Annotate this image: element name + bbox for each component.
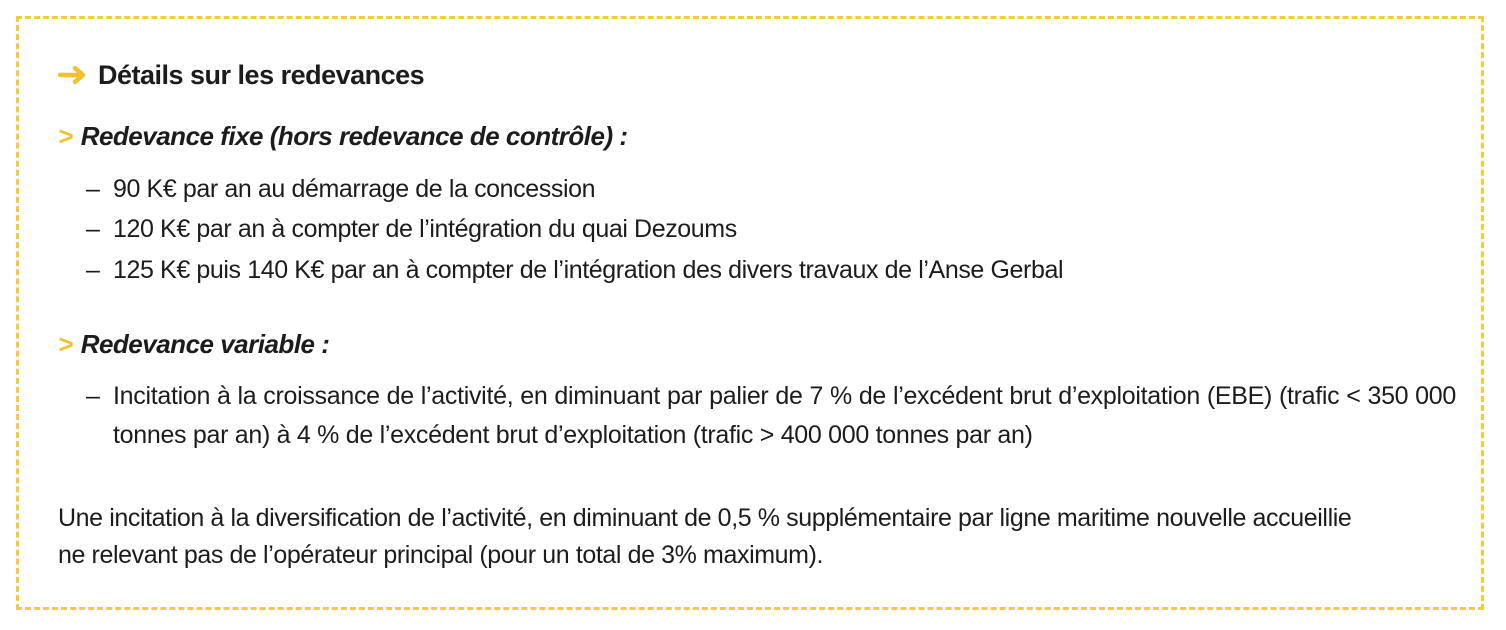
dash-marker: – [86,215,100,243]
variable-heading [58,329,329,360]
list-item-text: 120 K€ par an à compter de l’intégration du quai Dezoums [113,215,737,243]
chevron-marker: > [58,329,73,359]
page-title: Détails sur les redevances [98,59,425,90]
list-item-text: Incitation à la croissance de l’activité, en diminuant par palier de 7 % de l’excédent brut d’exploitation (EBE) (trafic < 350 000 tonnes par an) à 4 % de l’excédent brut d’exploitation (trafic > 400 000 tonnes par an) [113,382,1456,449]
dash-marker: – [86,382,100,410]
chevron-marker: > [58,121,73,151]
fixed-heading [58,121,628,152]
dash-marker: – [86,175,100,203]
dash-marker: – [86,256,100,284]
arrow-right-icon [58,65,88,85]
fixed-heading-text: Redevance fixe (hors redevance de contrôle) : [80,121,628,151]
list-item-text: 90 K€ par an au démarrage de la concession [113,175,596,203]
list-item [86,377,1456,455]
variable-heading-text: Redevance variable : [80,329,330,359]
list-item [86,250,1063,290]
section-header [58,58,424,92]
list-item [86,169,595,209]
list-item-text: 125 K€ puis 140 K€ par an à compter de l’intégration des divers travaux de l’Anse Gerbal [113,256,1064,284]
diversification-paragraph: Une incitation à la diversification de l’activité, en diminuant de 0,5 % supplémentaire par ligne maritime nouvelle accueillie ne relevant pas de l’opérateur principal (pour un total de 3% maximum). [58,504,1352,569]
list-item [86,209,737,249]
